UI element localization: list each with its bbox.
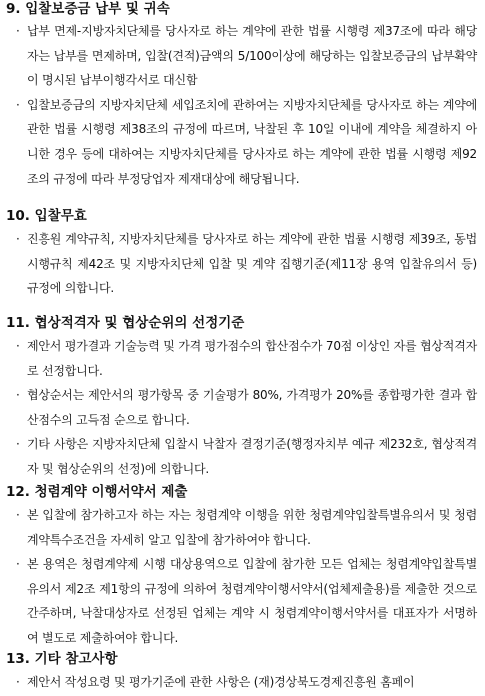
list-item: [6, 334, 479, 383]
list-item-text: 납부 면제-지방자치단체를 당사자로 하는 계약에 관한 법률 시행령 제37조에 따라 해당자는 납부를 면제하며, 입찰(견적)금액의 5/100이상에 해당하는 입찰보증금의 납부확약이 명시된 납부이행각서로 대신함: [27, 24, 477, 88]
list-item-text: 제안서 평가결과 기술능력 및 가격 평가점수의 합산점수가 70점 이상인 자를 협상적격자로 선정합니다.: [27, 339, 477, 378]
section-heading: 9. 입찰보증금 납부 및 귀속: [6, 1, 170, 17]
list-item-text: 본 용역은 청렴계약제 시행 대상용역으로 입찰에 참가한 모든 업체는 청렴계약입찰특별유의서 제2조 제1항의 규정에 의하여 청렴계약이행서약서(업체제출용)를 제출한 것으로 간주하며, 낙찰대상자로 선정된 업체는 계약 시 청렴계약이행서약서를 대표자가 서명하여 별도로 제출하여야 합니다.: [27, 557, 477, 645]
section-11-negotiation-criteria: [6, 314, 479, 482]
list-item-text: 입찰보증금의 지방자치단체 세입조치에 관하여는 지방자치단체를 당사자로 하는 계약에 관한 법률 시행령 제38조의 규정에 따르며, 낙찰된 후 10일 이내에 계약을 체결하지 아니한 경우 등에 대하여는 지방자치단체를 당사자로 하는 계약에 관한 법률 시행령 제92조의 규정에 따라 부정당업자 제재대상에 해당됩니다.: [27, 97, 477, 186]
bullet-dot: ·: [16, 339, 20, 353]
bullet-dot: ·: [16, 24, 20, 38]
section-heading: 11. 협상적격자 및 협상순위의 선정기준: [6, 315, 245, 331]
section-9-bid-deposit: [6, 0, 479, 191]
section-10-invalid-bid: [6, 207, 479, 301]
bullet-dot: ·: [16, 97, 20, 112]
list-item: [6, 227, 479, 301]
list-item-text: 제안서 작성요령 및 평가기준에 관한 사항은 (재)경상북도경제진흥원 홈페이: [27, 675, 415, 689]
list-item: [6, 503, 479, 552]
bullet-dot: ·: [16, 232, 20, 246]
section-heading: 13. 기타 참고사항: [6, 651, 118, 667]
section-13-other-notes: [6, 650, 479, 695]
list-item: [6, 432, 479, 481]
section-heading: 10. 입찰무효: [6, 208, 87, 224]
list-item: [6, 552, 479, 650]
list-item: [6, 670, 479, 695]
list-item: [6, 93, 479, 191]
list-item-text: 협상순서는 제안서의 평가항목 중 기술평가 80%, 가격평가 20%를 종합평가한 결과 합산점수의 고득점 순으로 합니다.: [27, 388, 477, 427]
bullet-dot: ·: [16, 437, 20, 452]
section-heading: 12. 청렴계약 이행서약서 제출: [6, 484, 188, 500]
list-item-text: 기타 사항은 지방자치단체 입찰시 낙찰자 결정기준(행정자치부 예규 제232호, 협상적격자 및 협상순위의 선정)에 의합니다.: [27, 437, 477, 476]
list-item: [6, 19, 479, 93]
bullet-dot: ·: [16, 675, 20, 689]
bullet-dot: ·: [16, 388, 20, 403]
bullet-dot: ·: [16, 557, 20, 572]
bullet-dot: ·: [16, 508, 20, 522]
list-item-text: 본 입찰에 참가하고자 하는 자는 청렴계약 이행을 위한 청렴계약입찰특별유의서 및 청렴계약특수조건을 자세히 알고 입찰에 참가하여야 합니다.: [27, 508, 477, 547]
list-item: [6, 383, 479, 432]
list-item-text: 진흥원 계약규칙, 지방자치단체를 당사자로 하는 계약에 관한 법률 시행령 제39조, 동법 시행규칙 제42조 및 지방자치단체 입찰 및 계약 집행기준(제11장 용역 입찰유의서 등) 규정에 의합니다.: [27, 232, 477, 296]
section-12-integrity-pledge: [6, 483, 479, 651]
